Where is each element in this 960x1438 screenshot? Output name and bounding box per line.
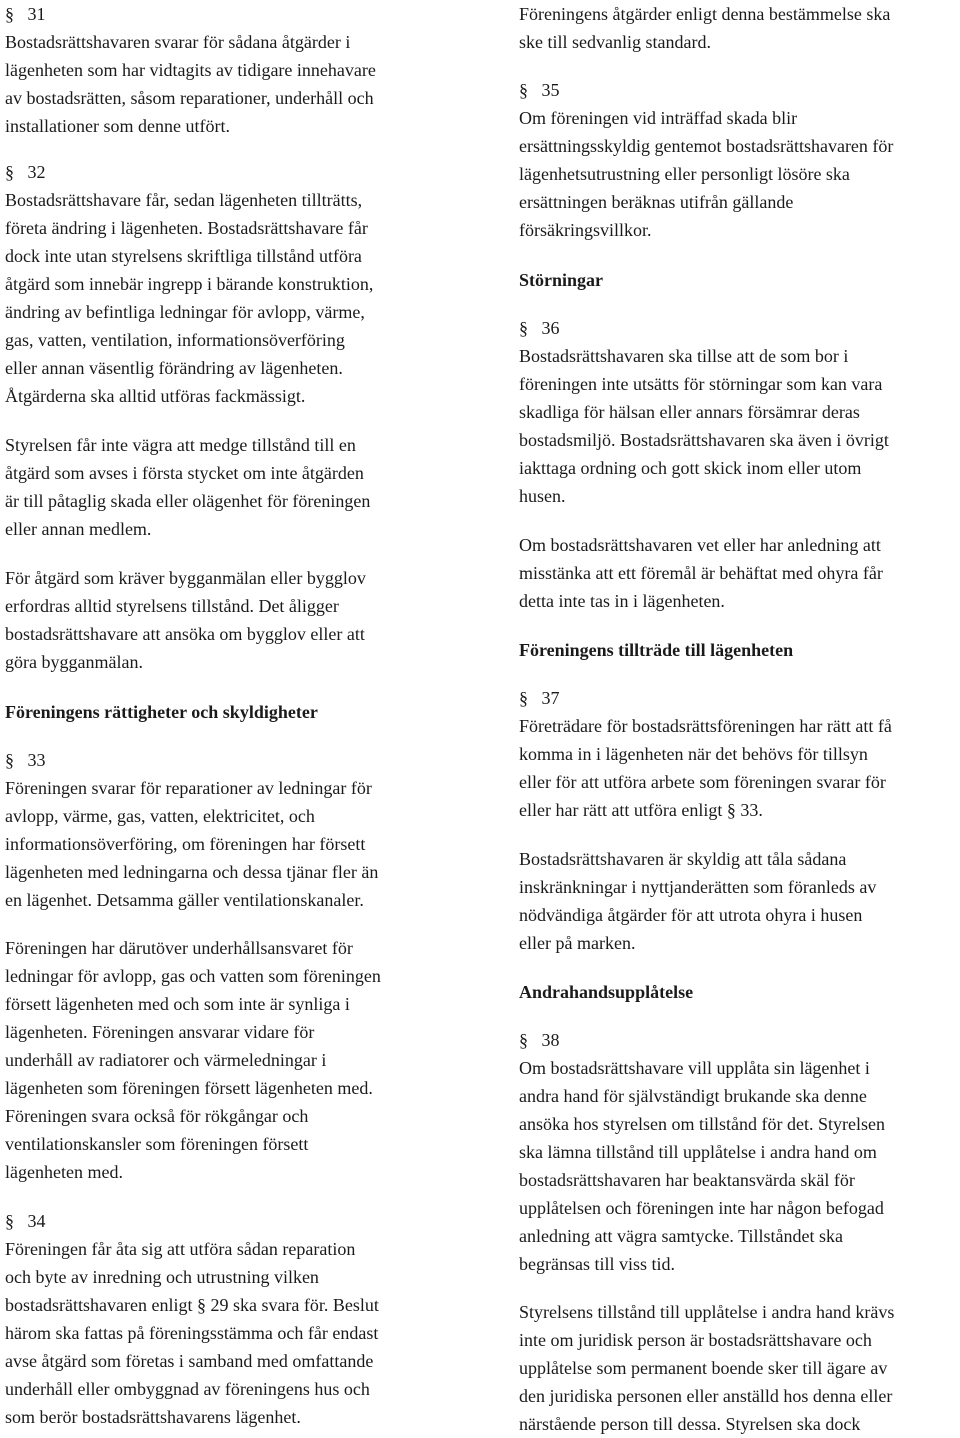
paragraph-36a bbox=[519, 342, 889, 510]
text-line: försett lägenheten med och som inte är synliga i bbox=[5, 994, 350, 1014]
text-line: iakttaga ordning och gott skick inom eller utom bbox=[519, 458, 862, 478]
paragraph-31 bbox=[5, 28, 376, 140]
paragraph-sign-icon: § bbox=[5, 750, 14, 770]
text-line: Om föreningen vid inträffad skada blir bbox=[519, 108, 798, 128]
text-line: eller har rätt att utföra enligt § 33. bbox=[519, 800, 763, 820]
paragraph-sign-icon: § bbox=[519, 318, 528, 338]
text-line: gas, vatten, ventilation, informationsöverföring bbox=[5, 330, 345, 350]
text-line: installationer som denne utfört. bbox=[5, 116, 230, 136]
text-line: skadliga för hälsan eller annars försämrar deras bbox=[519, 402, 860, 422]
text-line: föreningen inte utsätts för störningar som kan vara bbox=[519, 374, 883, 394]
text-line: ändring av befintliga ledningar för avlopp, värme, bbox=[5, 302, 365, 322]
text-line: Föreningen får åta sig att utföra sådan reparation bbox=[5, 1239, 356, 1259]
text-line: Styrelsens tillstånd till upplåtelse i andra hand krävs bbox=[519, 1302, 895, 1322]
text-line: ska lämna tillstånd till upplåtelse i andra hand om bbox=[519, 1142, 877, 1162]
text-line: Företrädare för bostadsrättsföreningen har rätt att få bbox=[519, 716, 892, 736]
text-line: underhåll eller ombyggnad av föreningens hus och bbox=[5, 1379, 370, 1399]
text-line: närstående person till dessa. Styrelsen ska dock bbox=[519, 1414, 861, 1434]
section-32 bbox=[5, 158, 46, 186]
text-line: Bostadsrättshavare får, sedan lägenheten tillträtts, bbox=[5, 190, 363, 210]
paragraph-32c bbox=[5, 564, 366, 676]
section-number: 37 bbox=[541, 688, 560, 708]
text-line: ersättningen beräknas utifrån gällande bbox=[519, 192, 794, 212]
section-number: 38 bbox=[541, 1030, 560, 1050]
heading-disturbances: Störningar bbox=[519, 270, 604, 290]
paragraph-32b bbox=[5, 431, 370, 543]
text-line: bostadsrättshavaren enligt § 29 ska svara för. Beslut bbox=[5, 1295, 379, 1315]
paragraph-34 bbox=[5, 1235, 379, 1431]
paragraph-34-end bbox=[519, 0, 890, 56]
text-line: anledning att vägra samtycke. Tillståndet ska bbox=[519, 1226, 843, 1246]
text-line: begränsas till viss tid. bbox=[519, 1254, 675, 1274]
section-36 bbox=[519, 314, 560, 342]
text-line: lägenheten. Föreningen ansvarar vidare för bbox=[5, 1022, 315, 1042]
text-line: härom ska fattas på föreningsstämma och får endast bbox=[5, 1323, 379, 1343]
heading-access: Föreningens tillträde till lägenheten bbox=[519, 640, 794, 660]
text-line: Bostadsrättshavaren svarar för sådana åtgärder i bbox=[5, 32, 351, 52]
text-line: den juridiska personen eller anställd hos denna eller bbox=[519, 1386, 893, 1406]
text-line: en lägenhet. Detsamma gäller ventilationskanaler. bbox=[5, 890, 364, 910]
text-line: inte om juridisk person är bostadsrättshavare och bbox=[519, 1330, 872, 1350]
text-line: Styrelsen får inte vägra att medge tillstånd till en bbox=[5, 435, 356, 455]
paragraph-sign-icon: § bbox=[5, 4, 14, 24]
section-35 bbox=[519, 76, 560, 104]
text-line: detta inte tas in i lägenheten. bbox=[519, 591, 725, 611]
text-line: eller annan väsentlig förändring av lägenheten. bbox=[5, 358, 343, 378]
section-number: 36 bbox=[541, 318, 560, 338]
section-number: 33 bbox=[27, 750, 46, 770]
text-line: upplåtelsen och föreningen inte har någon befogad bbox=[519, 1198, 884, 1218]
text-line: inskränkningar i nyttjanderätten som föranleds av bbox=[519, 877, 877, 897]
text-line: husen. bbox=[519, 486, 566, 506]
heading-sublet: Andrahandsupplåtelse bbox=[519, 982, 694, 1002]
paragraph-sign-icon: § bbox=[5, 162, 14, 182]
paragraph-38b bbox=[519, 1298, 894, 1438]
paragraph-sign-icon: § bbox=[519, 80, 528, 100]
text-line: Om bostadsrättshavare vill upplåta sin lägenhet i bbox=[519, 1058, 870, 1078]
text-line: ansöka hos styrelsen om tillstånd för det. Styrelsen bbox=[519, 1114, 885, 1134]
text-line: lägenheten med ledningarna och dessa tjänar fler än bbox=[5, 862, 379, 882]
paragraph-sign-icon: § bbox=[519, 688, 528, 708]
text-line: lägenhetsutrustning eller personligt lösöre ska bbox=[519, 164, 850, 184]
text-line: avlopp, värme, gas, vatten, elektricitet, och bbox=[5, 806, 315, 826]
text-line: misstänka att ett föremål är behäftat med ohyra får bbox=[519, 563, 883, 583]
text-line: ersättningsskyldig gentemot bostadsrättshavaren för bbox=[519, 136, 894, 156]
text-line: bostadsrättshavaren har beaktansvärda skäl för bbox=[519, 1170, 855, 1190]
text-line: Föreningen svara också för rökgångar och bbox=[5, 1106, 309, 1126]
text-line: underhåll av radiatorer och värmeledningar i bbox=[5, 1050, 327, 1070]
paragraph-33a bbox=[5, 774, 378, 914]
text-line: åtgärd som avses i första stycket om inte åtgärden bbox=[5, 463, 364, 483]
text-line: ventilationskansler som föreningen försett bbox=[5, 1134, 309, 1154]
text-line: som berör bostadsrättshavarens lägenhet. bbox=[5, 1407, 301, 1427]
paragraph-sign-icon: § bbox=[519, 1030, 528, 1050]
section-33 bbox=[5, 746, 46, 774]
text-line: erfordras alltid styrelsens tillstånd. Det åligger bbox=[5, 596, 339, 616]
text-line: informationsöverföring, om föreningen har försett bbox=[5, 834, 366, 854]
section-number: 31 bbox=[27, 4, 46, 24]
text-line: åtgärd som innebär ingrepp i bärande konstruktion, bbox=[5, 274, 374, 294]
section-number: 34 bbox=[27, 1211, 46, 1231]
paragraph-37b bbox=[519, 845, 876, 957]
text-line: upplåtelse som permanent boende sker till ägare av bbox=[519, 1358, 888, 1378]
paragraph-36b bbox=[519, 531, 883, 615]
paragraph-33b bbox=[5, 934, 381, 1186]
text-line: Åtgärderna ska alltid utföras fackmässigt. bbox=[5, 386, 306, 406]
section-37 bbox=[519, 684, 560, 712]
paragraph-38a bbox=[519, 1054, 885, 1278]
text-line: dock inte utan styrelsens skriftliga tillstånd utföra bbox=[5, 246, 362, 266]
text-line: Föreningen svarar för reparationer av ledningar för bbox=[5, 778, 372, 798]
text-line: Bostadsrättshavaren ska tillse att de som bor i bbox=[519, 346, 849, 366]
paragraph-32a bbox=[5, 186, 373, 410]
text-line: nödvändiga åtgärder för att utrota ohyra i husen bbox=[519, 905, 863, 925]
text-line: göra bygganmälan. bbox=[5, 652, 143, 672]
text-line: Föreningen har därutöver underhållsansvaret för bbox=[5, 938, 353, 958]
section-34 bbox=[5, 1207, 46, 1235]
text-line: försäkringsvillkor. bbox=[519, 220, 652, 240]
text-line: Om bostadsrättshavaren vet eller har anledning att bbox=[519, 535, 881, 555]
paragraph-37a bbox=[519, 712, 892, 824]
text-line: För åtgärd som kräver bygganmälan eller bygglov bbox=[5, 568, 366, 588]
section-31 bbox=[5, 0, 46, 28]
text-line: eller på marken. bbox=[519, 933, 636, 953]
text-line: bostadsmiljö. Bostadsrättshavaren ska även i övrigt bbox=[519, 430, 889, 450]
text-line: komma in i lägenheten när det behövs för tillsyn bbox=[519, 744, 868, 764]
text-line: ske till sedvanlig standard. bbox=[519, 32, 711, 52]
section-38 bbox=[519, 1026, 560, 1054]
text-line: andra hand för självständigt brukande ska denne bbox=[519, 1086, 867, 1106]
text-line: ledningar för avlopp, gas och vatten som föreningen bbox=[5, 966, 381, 986]
text-line: Bostadsrättshavaren är skyldig att tåla sådana bbox=[519, 849, 847, 869]
text-line: lägenheten som har vidtagits av tidigare innehavare bbox=[5, 60, 376, 80]
text-line: är till påtaglig skada eller olägenhet för föreningen bbox=[5, 491, 371, 511]
text-line: av bostadsrätten, såsom reparationer, underhåll och bbox=[5, 88, 374, 108]
text-line: lägenheten som föreningen försett lägenheten med. bbox=[5, 1078, 373, 1098]
text-line: Föreningens åtgärder enligt denna bestämmelse ska bbox=[519, 4, 891, 24]
text-line: eller för att utföra arbete som föreningen svarar för bbox=[519, 772, 886, 792]
heading-rights: Föreningens rättigheter och skyldigheter bbox=[5, 702, 318, 722]
section-number: 35 bbox=[541, 80, 560, 100]
text-line: eller annan medlem. bbox=[5, 519, 152, 539]
text-line: och byte av inredning och utrustning vilken bbox=[5, 1267, 319, 1287]
text-line: bostadsrättshavare att ansöka om bygglov eller att bbox=[5, 624, 365, 644]
text-line: avse åtgärd som företas i samband med omfattande bbox=[5, 1351, 374, 1371]
text-line: företa ändring i lägenheten. Bostadsrättshavare får bbox=[5, 218, 368, 238]
paragraph-35 bbox=[519, 104, 893, 244]
section-number: 32 bbox=[27, 162, 46, 182]
paragraph-sign-icon: § bbox=[5, 1211, 14, 1231]
text-line: lägenheten med. bbox=[5, 1162, 123, 1182]
